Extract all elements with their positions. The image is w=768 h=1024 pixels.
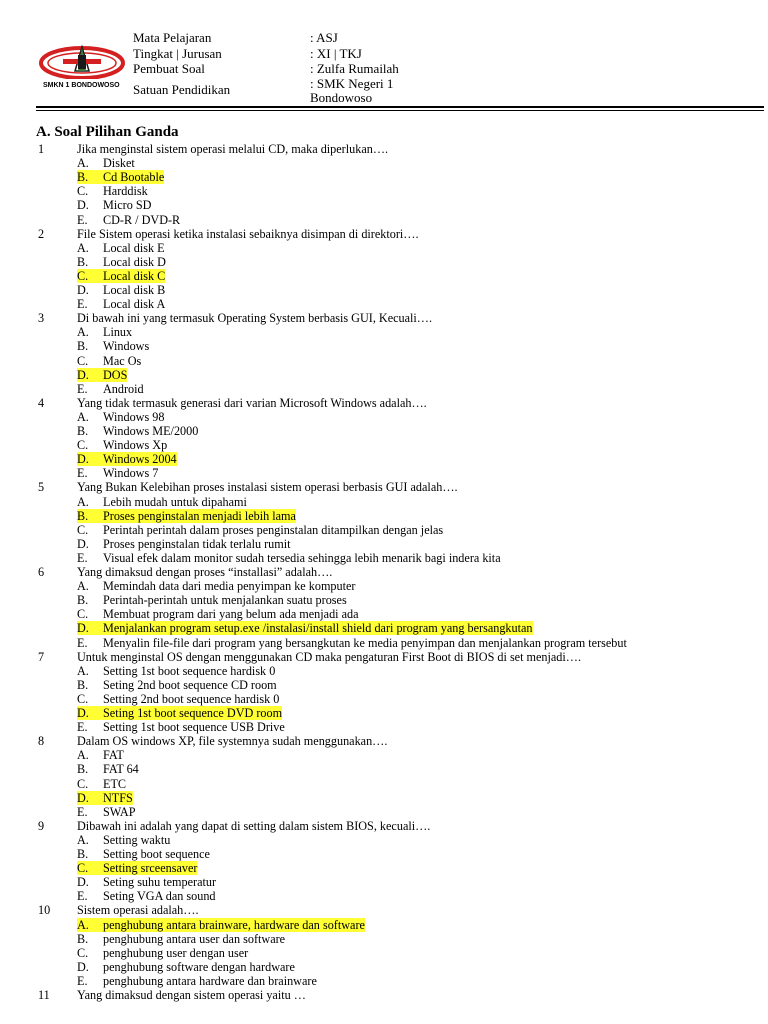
answer-option bbox=[77, 932, 285, 946]
question-number: 1 bbox=[38, 142, 45, 156]
meta-value-school-line1: : SMK Negeri 1 bbox=[310, 76, 394, 91]
answer-option-highlighted bbox=[77, 170, 164, 184]
answer-option bbox=[77, 297, 165, 311]
option-text: Setting boot sequence bbox=[103, 847, 210, 861]
meta-value-grade: : XI | TKJ bbox=[310, 46, 362, 61]
option-letter: A. bbox=[77, 494, 89, 509]
question-number: 10 bbox=[38, 903, 51, 918]
option-letter: B. bbox=[77, 170, 89, 185]
answer-option bbox=[77, 593, 347, 607]
question-number: 8 bbox=[38, 734, 45, 749]
option-letter: B. bbox=[77, 254, 89, 269]
option-text: Perintah perintah dalam proses penginstalan ditampilkan dengan jelas bbox=[103, 522, 444, 537]
answer-option bbox=[77, 692, 279, 706]
option-text: Disket bbox=[103, 156, 135, 171]
option-letter: C. bbox=[77, 607, 89, 622]
question-number: 6 bbox=[38, 565, 45, 579]
option-letter: A. bbox=[77, 748, 89, 763]
answer-option bbox=[77, 678, 277, 692]
option-letter: D. bbox=[77, 875, 89, 890]
answer-option bbox=[77, 748, 124, 762]
option-letter: A. bbox=[77, 663, 89, 678]
answer-option-highlighted bbox=[77, 918, 365, 932]
option-letter: C. bbox=[77, 861, 89, 876]
answer-option bbox=[77, 946, 248, 960]
option-letter: E. bbox=[77, 720, 88, 735]
option-letter: C. bbox=[77, 691, 89, 706]
meta-value-author: : Zulfa Rumailah bbox=[310, 61, 399, 76]
option-text: Windows Xp bbox=[103, 438, 168, 453]
option-text: Windows bbox=[103, 339, 150, 354]
option-letter: A. bbox=[77, 579, 89, 594]
option-letter: E. bbox=[77, 297, 88, 312]
option-text: Setting waktu bbox=[103, 832, 171, 847]
question-text: Dibawah ini adalah yang dapat di setting dalam sistem BIOS, kecuali…. bbox=[77, 818, 431, 833]
option-letter: E. bbox=[77, 889, 88, 904]
question-text: Yang dimaksud dengan sistem operasi yaitu … bbox=[77, 988, 306, 1002]
question-number: 9 bbox=[38, 818, 45, 833]
question-text: Sistem operasi adalah…. bbox=[77, 903, 199, 918]
answer-option bbox=[77, 551, 501, 565]
answer-option-highlighted bbox=[77, 621, 533, 635]
option-letter: E. bbox=[77, 381, 88, 396]
option-text: ETC bbox=[103, 776, 127, 791]
question-number: 7 bbox=[38, 649, 45, 664]
question-number: 3 bbox=[38, 311, 45, 326]
option-text: penghubung user dengan user bbox=[103, 945, 249, 960]
option-text: Setting 1st boot sequence USB Drive bbox=[103, 720, 285, 735]
document-header bbox=[0, 0, 768, 112]
answer-option bbox=[77, 805, 136, 819]
answer-option bbox=[77, 156, 135, 170]
answer-option-highlighted bbox=[77, 706, 282, 720]
option-text: Setting srceensaver bbox=[103, 861, 198, 876]
option-text: FAT bbox=[103, 748, 124, 763]
option-text: NTFS bbox=[103, 790, 133, 805]
option-text: Visual efek dalam monitor sudah tersedia sehingga lebih menarik bagi indera kita bbox=[103, 550, 501, 565]
section-title: A. Soal Pilihan Ganda bbox=[36, 124, 179, 140]
option-text: Micro SD bbox=[103, 198, 152, 213]
answer-option-highlighted bbox=[77, 368, 127, 382]
option-text: Seting VGA dan sound bbox=[103, 889, 216, 904]
question-text: Jika menginstal sistem operasi melalui CD, maka diperlukan…. bbox=[77, 142, 389, 156]
option-text: DOS bbox=[103, 367, 128, 382]
option-text: FAT 64 bbox=[103, 762, 139, 777]
option-letter: E. bbox=[77, 973, 88, 988]
option-text: Memindah data dari media penyimpan ke komputer bbox=[103, 579, 356, 594]
option-letter: A. bbox=[77, 409, 89, 424]
option-letter: B. bbox=[77, 593, 89, 608]
answer-option bbox=[77, 523, 443, 537]
answer-option bbox=[77, 438, 167, 452]
answer-option bbox=[77, 410, 164, 424]
answer-option bbox=[77, 241, 165, 255]
option-letter: A. bbox=[77, 917, 89, 932]
option-text: Proses penginstalan tidak terlalu rumit bbox=[103, 536, 291, 551]
logo-caption: SMKN 1 BONDOWOSO bbox=[43, 82, 120, 89]
question-text: Di bawah ini yang termasuk Operating System berbasis GUI, Kecuali…. bbox=[77, 311, 433, 326]
question-number: 4 bbox=[38, 395, 45, 410]
option-letter: E. bbox=[77, 550, 88, 565]
option-letter: D. bbox=[77, 959, 89, 974]
option-letter: D. bbox=[77, 452, 89, 467]
answer-option bbox=[77, 875, 216, 889]
option-letter: D. bbox=[77, 706, 89, 720]
meta-label-school: Satuan Pendidikan bbox=[133, 82, 231, 97]
option-text: Cd Bootable bbox=[103, 170, 165, 185]
option-text: Menyalin file-file dari program yang bersangkutan ke media penyimpan dan menjalankan program tersebut bbox=[103, 635, 627, 650]
option-text: Local disk B bbox=[103, 283, 166, 297]
answer-option-highlighted bbox=[77, 269, 165, 283]
question-text: Yang Bukan Kelebihan proses instalasi sistem operasi berbasis GUI adalah…. bbox=[77, 480, 458, 495]
question-text: Untuk menginstal OS dengan menggunakan CD maka pengaturan First Boot di BIOS di set menjadi…. bbox=[77, 649, 582, 664]
option-letter: B. bbox=[77, 424, 89, 438]
option-letter: D. bbox=[77, 536, 89, 551]
option-text: penghubung antara hardware dan brainware bbox=[103, 973, 317, 988]
question-number: 5 bbox=[38, 480, 45, 495]
answer-option bbox=[77, 833, 170, 847]
answer-option bbox=[77, 184, 148, 198]
option-letter: C. bbox=[77, 184, 89, 199]
question-text: Yang dimaksud dengan proses “installasi” adalah…. bbox=[77, 565, 333, 579]
question-number: 2 bbox=[38, 226, 45, 241]
option-letter: A. bbox=[77, 156, 89, 171]
option-text: Windows ME/2000 bbox=[103, 424, 199, 438]
answer-option bbox=[77, 283, 165, 297]
meta-value-school-line2: Bondowoso bbox=[310, 90, 373, 105]
option-text: Membuat program dari yang belum ada menjadi ada bbox=[103, 607, 359, 622]
answer-option-highlighted bbox=[77, 452, 177, 466]
answer-option-highlighted bbox=[77, 791, 133, 805]
option-letter: B. bbox=[77, 931, 89, 946]
option-text: penghubung antara brainware, hardware dan software bbox=[103, 917, 365, 932]
option-letter: B. bbox=[77, 339, 89, 354]
answer-option bbox=[77, 607, 359, 621]
option-letter: C. bbox=[77, 438, 89, 453]
option-letter: C. bbox=[77, 268, 89, 283]
answer-option bbox=[77, 382, 144, 396]
question-text: Dalam OS windows XP, file systemnya sudah menggunakan…. bbox=[77, 734, 388, 749]
option-text: Windows 7 bbox=[103, 466, 159, 481]
option-letter: B. bbox=[77, 762, 89, 777]
answer-option bbox=[77, 339, 149, 353]
option-letter: E. bbox=[77, 212, 88, 227]
option-letter: C. bbox=[77, 945, 89, 960]
option-text: Seting 1st boot sequence DVD room bbox=[103, 706, 283, 720]
answer-option bbox=[77, 720, 285, 734]
answer-option bbox=[77, 325, 132, 339]
option-text: Seting 2nd boot sequence CD room bbox=[103, 677, 277, 692]
option-text: Proses penginstalan menjadi lebih lama bbox=[103, 508, 296, 523]
answer-option bbox=[77, 847, 210, 861]
answer-option bbox=[77, 255, 166, 269]
question-number: 11 bbox=[38, 988, 50, 1002]
option-letter: B. bbox=[77, 508, 89, 523]
option-letter: A. bbox=[77, 240, 89, 255]
option-text: Setting 2nd boot sequence hardisk 0 bbox=[103, 691, 280, 706]
answer-option bbox=[77, 974, 317, 988]
option-text: Local disk E bbox=[103, 240, 165, 255]
answer-option bbox=[77, 777, 126, 791]
answer-option bbox=[77, 889, 216, 903]
option-text: Perintah-perintah untuk menjalankan suatu proses bbox=[103, 593, 347, 608]
option-text: Setting 1st boot sequence hardisk 0 bbox=[103, 663, 276, 678]
answer-option bbox=[77, 960, 295, 974]
answer-option bbox=[77, 579, 355, 593]
option-letter: D. bbox=[77, 790, 89, 805]
option-letter: C. bbox=[77, 776, 89, 791]
option-text: Linux bbox=[103, 325, 133, 340]
option-text: Lebih mudah untuk dipahami bbox=[103, 494, 247, 509]
answer-option bbox=[77, 466, 158, 480]
meta-value-subject: : ASJ bbox=[310, 30, 338, 45]
option-text: Seting suhu temperatur bbox=[103, 875, 217, 890]
answer-option bbox=[77, 424, 198, 438]
option-text: Windows 98 bbox=[103, 409, 165, 424]
header-divider-thin bbox=[36, 110, 764, 111]
option-text: Windows 2004 bbox=[103, 452, 177, 467]
answer-option-highlighted bbox=[77, 509, 296, 523]
answer-option bbox=[77, 198, 151, 212]
option-text: penghubung software dengan hardware bbox=[103, 959, 295, 974]
answer-option bbox=[77, 664, 275, 678]
answer-option bbox=[77, 537, 291, 551]
option-text: penghubung antara user dan software bbox=[103, 931, 286, 946]
option-text: Local disk C bbox=[103, 268, 166, 283]
option-letter: C. bbox=[77, 353, 89, 368]
answer-option bbox=[77, 762, 139, 776]
option-text: SWAP bbox=[103, 804, 136, 819]
meta-label-subject: Mata Pelajaran bbox=[133, 30, 212, 45]
meta-label-author: Pembuat Soal bbox=[133, 61, 205, 76]
question-text: Yang tidak termasuk generasi dari varian Microsoft Windows adalah…. bbox=[77, 395, 427, 410]
option-text: CD-R / DVD-R bbox=[103, 212, 181, 227]
option-text: Mac Os bbox=[103, 353, 142, 368]
option-letter: D. bbox=[77, 367, 89, 382]
meta-label-grade: Tingkat | Jurusan bbox=[133, 46, 222, 61]
header-divider bbox=[36, 106, 764, 108]
option-text: Android bbox=[103, 381, 144, 396]
option-text: Local disk A bbox=[103, 297, 166, 312]
answer-option-highlighted bbox=[77, 861, 197, 875]
option-text: Harddisk bbox=[103, 184, 148, 199]
option-letter: A. bbox=[77, 832, 89, 847]
option-letter: C. bbox=[77, 522, 89, 537]
option-text: Local disk D bbox=[103, 254, 166, 269]
option-letter: A. bbox=[77, 325, 89, 340]
answer-option bbox=[77, 354, 141, 368]
option-letter: E. bbox=[77, 804, 88, 819]
answer-option bbox=[77, 213, 180, 227]
answer-option bbox=[77, 495, 247, 509]
option-letter: D. bbox=[77, 621, 89, 636]
question-text: File Sistem operasi ketika instalasi sebaiknya disimpan di direktori…. bbox=[77, 226, 419, 241]
option-letter: E. bbox=[77, 635, 88, 650]
option-letter: E. bbox=[77, 466, 88, 481]
option-letter: D. bbox=[77, 283, 89, 297]
option-letter: B. bbox=[77, 847, 89, 861]
option-letter: B. bbox=[77, 677, 89, 692]
option-letter: D. bbox=[77, 198, 89, 213]
answer-option bbox=[77, 636, 627, 650]
option-text: Menjalankan program setup.exe /instalasi/install shield dari program yang bersangkutan bbox=[103, 621, 533, 636]
